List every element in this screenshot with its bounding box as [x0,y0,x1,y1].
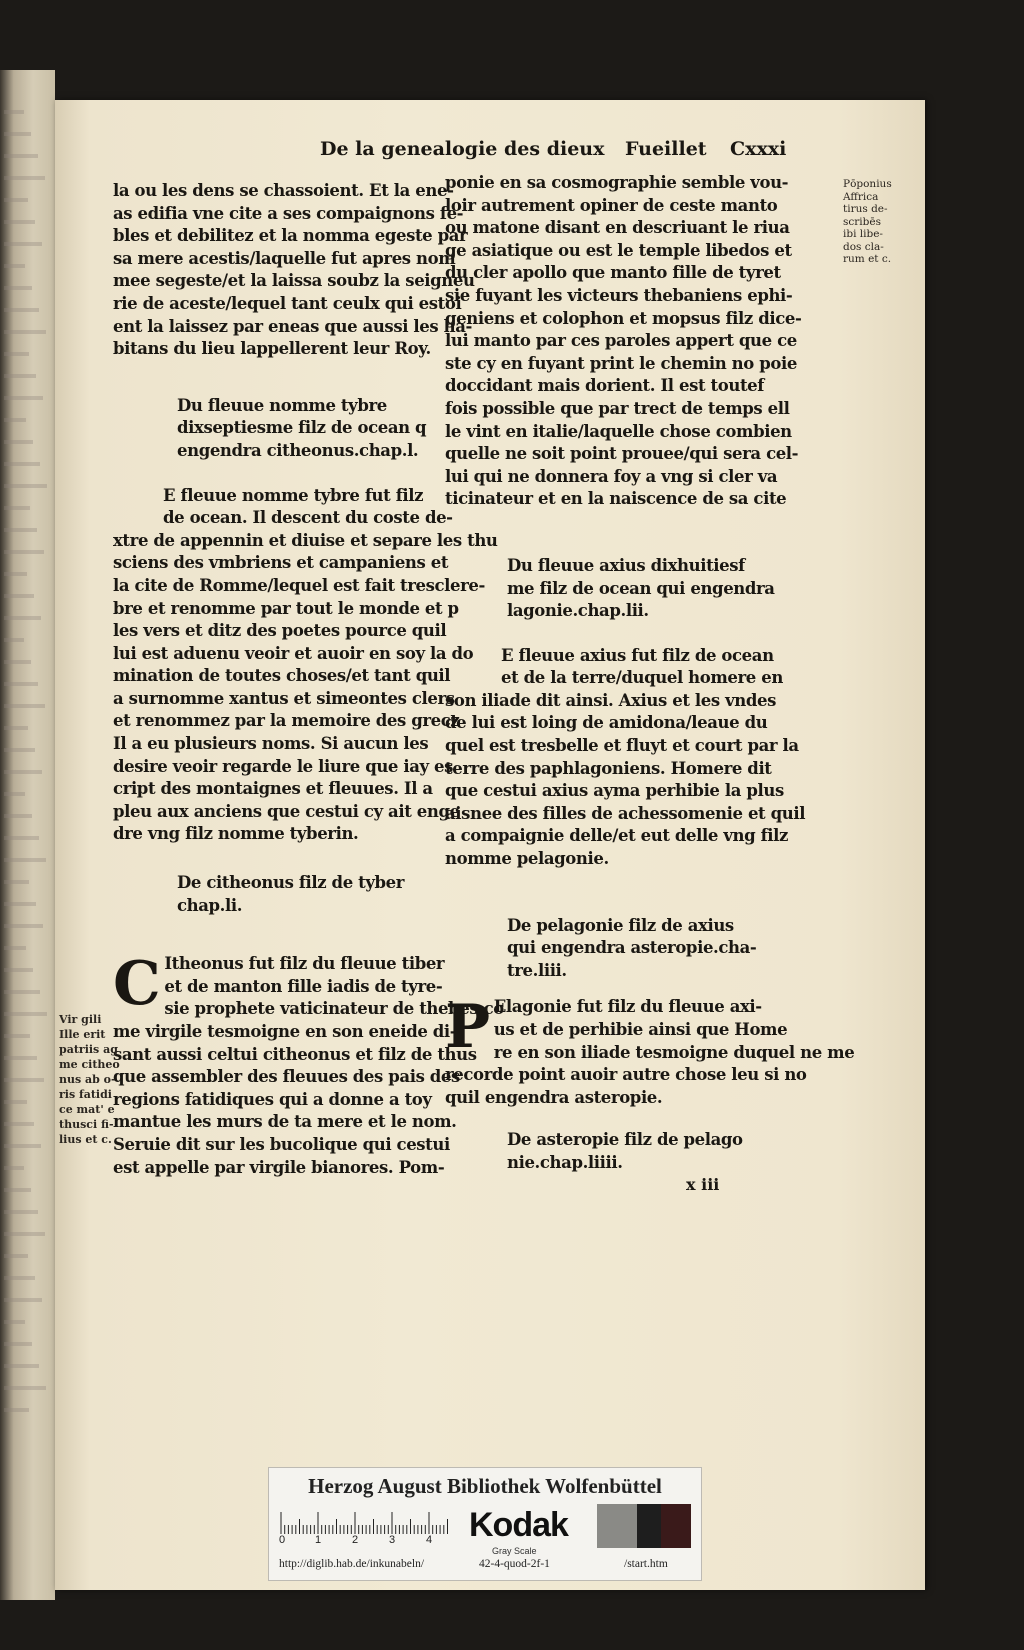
section-heading-asteropie [507,1129,805,1174]
text-line: desire veoir regarde le liure que iay es [113,756,454,776]
show-through-line [4,880,29,884]
margin-line: me citheo [59,1058,120,1071]
text-line: regions fatidiques qui a donne a toy [113,1089,432,1109]
show-through-line [4,242,42,246]
show-through-line [4,330,46,334]
text-line: de ocean. Il descent du coste de- [163,508,453,528]
section-body-pelagonie [445,992,855,1109]
show-through-line [4,462,40,466]
text-line: ge asiatique ou est le temple libedos et [445,240,792,260]
show-through-line [4,154,38,158]
show-through-line [4,110,24,114]
text-line: est appelle par virgile bianores. Pom- [113,1157,445,1177]
right-intro-text [445,172,805,511]
running-title: De la genealogie des dieux [320,138,605,160]
text-line: ticinateur et en la naiscence de sa cite [445,489,787,509]
text-line: quel est tresbelle et fluyt et court par la [445,736,799,756]
text-line: son iliade dit ainsi. Axius et les vndes [445,690,776,710]
target-footer [269,1558,701,1576]
text-line: que assembler des fleuues des pais des [113,1067,460,1087]
show-through-line [4,616,41,620]
show-through-line [4,814,32,818]
text-line: xtre de appennin et diuise et separe les thu [113,530,498,550]
ruler-number: 4 [426,1534,433,1546]
margin-line: rum et c. [843,253,892,265]
show-through-line [4,792,25,796]
margin-line: thusci fi- [59,1118,114,1131]
heading-line: De asteropie filz de pelago [507,1130,743,1150]
text-line: mee segeste/et la laissa soubz la seigneu [113,271,475,291]
drop-capital: P [445,992,490,1063]
text-line: nomme pelagonie. [445,849,609,869]
heading-line: engendra citheonus.chap.l. [177,440,419,460]
left-text-column [113,180,504,1179]
show-through-line [4,638,24,642]
show-through-line [4,484,47,488]
show-through-line [4,1408,29,1412]
margin-line: patriis ag [59,1043,118,1056]
folio-label: Fueillet [625,138,707,160]
show-through-line [4,308,39,312]
show-through-line [4,264,25,268]
library-name: Herzog August Bibliothek Wolfenbüttel [308,1474,662,1498]
text-line: bre et renomme par tout le monde et p [113,598,459,618]
text-line: sa mere acestis/laquelle fut apres nom [113,248,456,268]
show-through-line [4,1100,27,1104]
margin-line: Ille erit [59,1028,106,1041]
text-line: dre vng filz nomme tyberin. [113,824,359,844]
text-line: bles et debilitez et la nomma egeste par [113,226,468,246]
text-line: Elagonie fut filz du fleuue axi- [493,997,762,1017]
text-line: mination de toutes choses/et tant quil [113,666,451,686]
text-line: fois possible que par trect de temps ell [445,398,790,418]
margin-line: Affrica [843,190,879,203]
text-line: sciens des vmbriens et campaniens et [113,553,449,573]
text-line: recorde point auoir autre chose leu si no [445,1065,807,1085]
dark-red-patch [661,1504,691,1548]
left-intro-text [113,180,473,361]
heading-line: nie.chap.liiii. [507,1152,623,1172]
show-through-line [4,748,35,752]
digital-library-url: http://diglib.hab.de/inkunabeln/ [279,1558,425,1570]
ruler-number: 3 [389,1534,396,1546]
text-line: et de manton fille iadis de tyre- [164,976,443,996]
text-line: les vers et ditz des poetes pource quil [113,621,447,641]
text-line: sie prophete vaticinateur de thebes co [164,999,504,1019]
text-line: a compaignie delle/et eut delle vng filz [445,826,788,846]
margin-line: dos cla- [843,240,884,253]
heading-line: tre.liii. [507,960,567,980]
show-through-line [4,506,30,510]
text-line: rie de aceste/lequel tant ceulx qui estoi [113,293,462,313]
show-through-line [4,1276,35,1280]
show-through-line [4,968,33,972]
color-calibration-target [268,1467,702,1581]
text-line: doccidant mais dorient. Il est toutef [445,376,764,396]
ruler-number: 2 [352,1534,359,1546]
show-through-line [4,836,39,840]
show-through-line [4,1386,46,1390]
show-through-line [4,726,28,730]
section-body-citheonus [113,949,504,1179]
left-marginal-note [59,1012,120,1147]
show-through-line [4,990,40,994]
text-line: E fleuue axius fut filz de ocean [501,645,774,665]
text-line: re en son iliade tesmoigne duquel ne me [493,1042,855,1062]
section-body-tybre [113,485,498,847]
section-heading-axius [507,555,805,623]
show-through-line [4,902,36,906]
show-through-line [4,572,27,576]
margin-line: tirus de- [843,203,888,215]
signature-mark: x iii [686,1175,720,1194]
ruler-scale [279,1508,464,1534]
show-through-line [4,704,45,708]
text-line: ent la laissez par eneas que aussi les ha- [113,316,472,336]
left-facing-page-edge [0,70,55,1600]
text-line: loir autrement opiner de ceste manto [445,195,778,215]
show-through-line [4,946,26,950]
show-through-line [4,220,35,224]
text-line: Il a eu plusieurs noms. Si aucun les [113,734,429,754]
text-line: sie fuyant les victeurs thebaniens ephi- [445,285,793,305]
show-through-line [4,770,42,774]
text-line: bitans du lieu lappellerent leur Roy. [113,339,431,359]
text-line: aisnee des filles de achessomenie et quil [445,803,806,823]
show-through-line [4,1364,39,1368]
book-page [55,100,925,1590]
gray-scale-label: Gray Scale [492,1546,537,1556]
show-through-line [4,1320,25,1324]
ruler-number: 0 [279,1534,286,1546]
show-through-line [4,1078,44,1082]
heading-line: chap.li. [177,895,243,915]
text-line: us et de perhibie ainsi que Home [493,1020,788,1039]
show-through-line [4,1166,24,1170]
text-line: de lui est loing de amidona/leaue du [445,713,768,733]
show-through-line [4,1012,47,1016]
folio-number: Cxxxi [730,138,787,160]
show-through-line [4,1144,41,1148]
kodak-logo: Kodak [469,1506,568,1544]
show-through-line [4,1232,45,1236]
show-through-line [4,286,32,290]
show-through-line [4,1122,34,1126]
text-line: Seruie dit sur les bucolique qui cestui [113,1134,450,1154]
text-line: la ou les dens se chassoient. Et la ene- [113,181,454,200]
text-line: ou matone disant en descriuant le riua [445,218,790,238]
text-line: terre des paphlagoniens. Homere dit [445,758,772,778]
margin-line: ce mat' e [59,1103,115,1116]
show-through-line [4,682,38,686]
right-text-column [445,172,855,1175]
show-through-line [4,550,44,554]
heading-line: De pelagonie filz de axius [507,915,734,935]
text-line: pleu aux anciens que cestui cy ait enge [113,801,460,821]
text-line: sant aussi celtui citheonus et filz de thus [113,1044,477,1064]
show-through-line [4,352,29,356]
text-line: me virgile tesmoigne en son eneide di- [113,1022,457,1041]
show-through-line [4,660,31,664]
text-line: mantue les murs de ta mere et le nom. [113,1112,457,1132]
show-through-line [4,1254,28,1258]
text-line: ponie en sa cosmographie semble vou- [445,173,789,192]
show-through-line [4,1056,37,1060]
margin-line: scribēs [843,215,881,228]
text-line: ste cy en fuyant print le chemin no poie [445,353,797,373]
text-line: Itheonus fut filz du fleuue tiber [164,954,445,974]
section-heading-citheonus [177,872,473,917]
heading-line: dixseptiesme filz de ocean q [177,418,427,438]
show-through-line [4,1298,42,1302]
margin-line: nus ab o- [59,1073,116,1086]
show-through-line [4,528,37,532]
show-through-line [4,594,34,598]
heading-line: me filz de ocean qui engendra [507,578,775,598]
section-heading-pelagonie [507,915,805,983]
text-line: que cestui axius ayma perhibie la plus [445,781,784,801]
text-line: quelle ne soit point prouee/qui sera cel- [445,444,799,464]
heading-line: Du fleuue nomme tybre [177,395,387,415]
heading-line: lagonie.chap.lii. [507,601,649,621]
text-line: du cler apollo que manto fille de tyret [445,263,781,283]
show-through-line [4,374,36,378]
show-through-line [4,858,46,862]
show-through-line [4,1188,31,1192]
text-line: quil engendra asteropie. [445,1087,663,1107]
margin-line: Pōponius [843,178,892,190]
heading-line: qui engendra asteropie.cha- [507,938,757,958]
text-line: geniens et colophon et mopsus filz dice- [445,308,802,328]
margin-line: Vir gili [59,1013,102,1026]
show-through-line [4,1034,30,1038]
show-through-line [4,1342,32,1346]
show-through-line [4,924,43,928]
heading-line: De citheonus filz de tyber [177,873,405,893]
show-through-line [4,176,45,180]
ruler-numbers [279,1534,464,1548]
text-line: et renommez par la memoire des grecz [113,711,460,731]
start-page: /start.htm [624,1558,668,1570]
margin-line: ibi libe- [843,228,883,240]
text-line: a surnomme xantus et simeontes clers [113,688,455,708]
section-heading-tybre [177,395,473,463]
ruler-number: 1 [315,1534,322,1546]
text-line: as edifia vne cite a ses compaignons fe- [113,203,464,223]
page-header [55,138,925,168]
text-line: lui est aduenu veoir et auoir en soy la do [113,643,474,663]
text-line: lui qui ne donnera foy a vng si cler va [445,466,778,486]
gray-patch [597,1504,637,1548]
text-line: E fleuue nomme tybre fut filz [163,485,424,505]
text-line: le vint en italie/laquelle chose combien [445,421,792,441]
right-marginal-note [843,178,892,266]
text-line: cript des montaignes et fleuues. Il a [113,779,433,799]
shelfmark: 42-4-quod-2f-1 [479,1558,550,1570]
margin-line: lius et c. [59,1133,112,1146]
drop-capital: C [113,949,161,1020]
show-through-line [4,440,33,444]
text-line: et de la terre/duquel homere en [501,668,783,688]
margin-line: ris fatidi [59,1088,112,1101]
show-through-line [4,132,31,136]
show-through-line [4,396,43,400]
heading-line: Du fleuue axius dixhuitiesf [507,555,745,575]
text-line: lui manto par ces paroles appert que ce [445,331,797,351]
show-through-line [4,198,28,202]
section-body-axius [445,645,805,871]
show-through-line [4,418,26,422]
text-line: la cite de Romme/lequel est fait tresclere- [113,575,485,595]
show-through-line [4,1210,38,1214]
